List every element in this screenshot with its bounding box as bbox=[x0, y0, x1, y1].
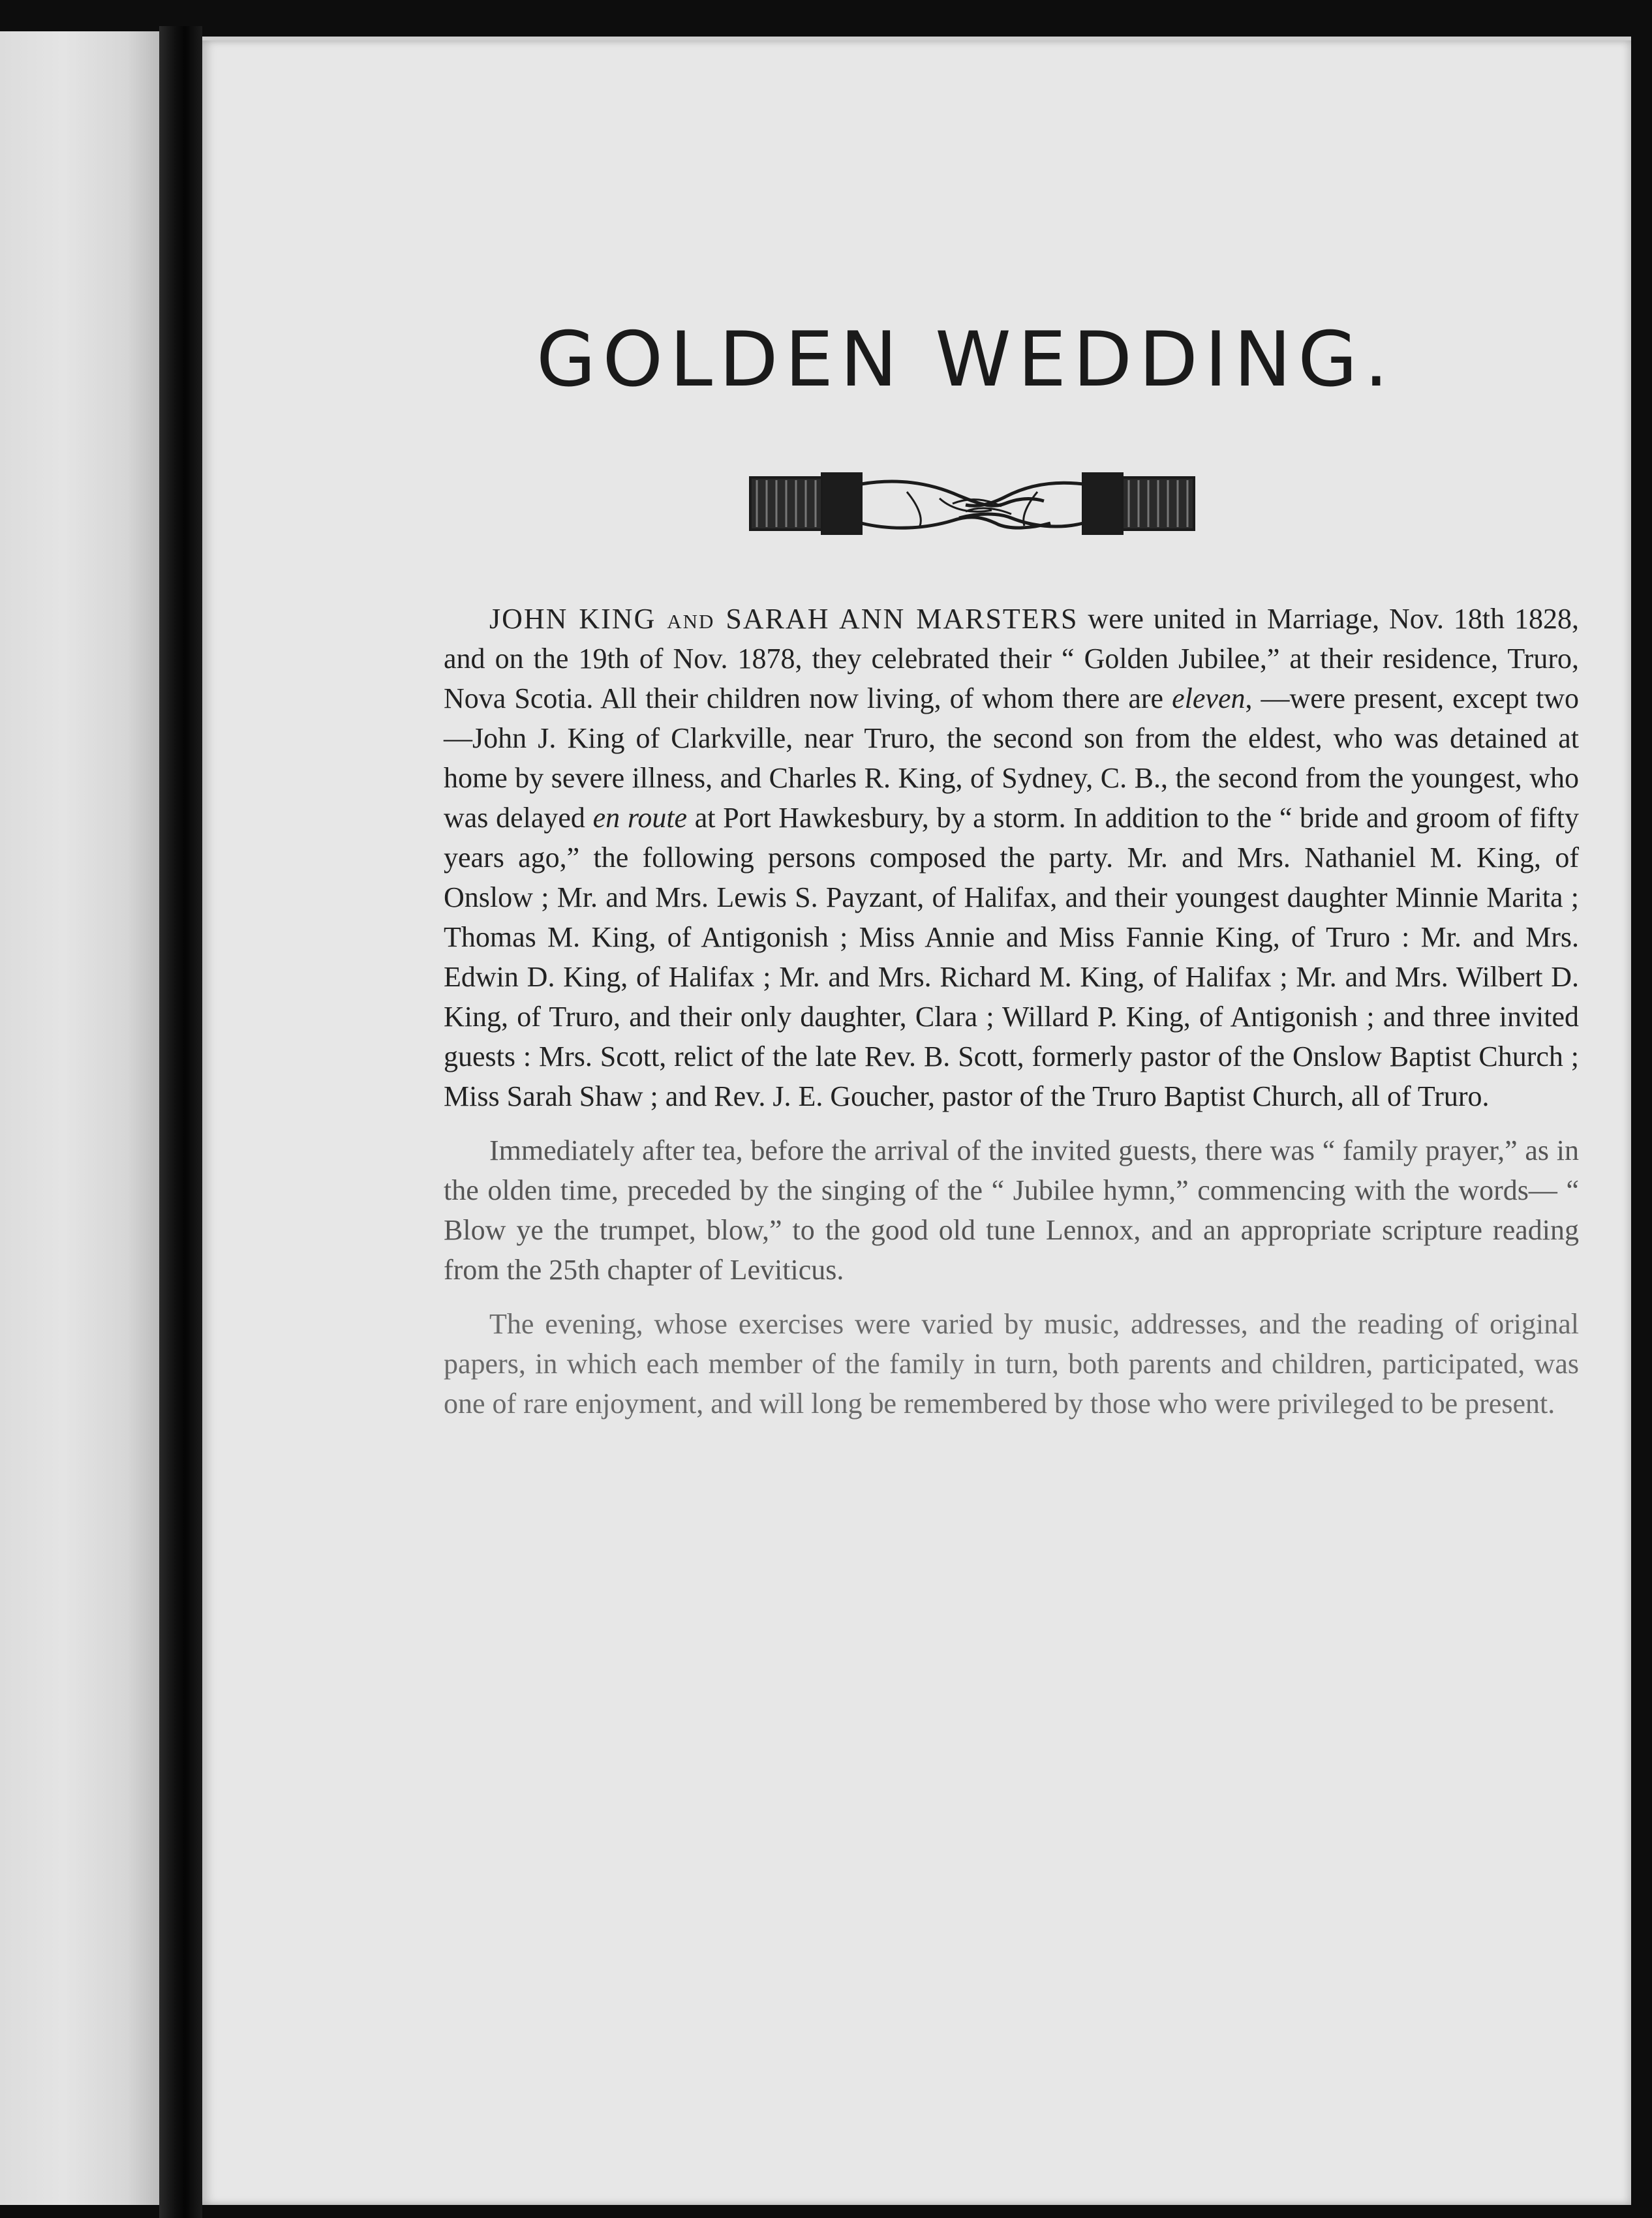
clasped-hands-icon bbox=[744, 458, 1201, 549]
article-body bbox=[444, 599, 1579, 1438]
paragraph-1-text-a: were united in Marriage, Nov. 18th 1828, and on the 19th of Nov. 1878, they celebrated their “ Golden Jubilee,” at their residence, Truro, Nova Scotia. All their children now living, of whom there are bbox=[444, 603, 1580, 714]
page-title: GOLDEN WEDDING. bbox=[536, 315, 1396, 404]
italic-eleven: eleven bbox=[1172, 682, 1246, 714]
right-page bbox=[202, 40, 1631, 2205]
paragraph-3: The evening, whose exercises were varied by music, addresses, and the reading of original papers, in which each member of the family in turn, both parents and children, participated, was one of rare enjoyment, and will long be remembered by those who were privileged to be present. bbox=[444, 1308, 1579, 1420]
italic-en-route: en route bbox=[592, 802, 688, 834]
left-page-blank bbox=[0, 31, 159, 2205]
book-gutter bbox=[159, 26, 202, 2218]
paragraph-1 bbox=[444, 599, 1579, 1116]
couple-names: JOHN KING and SARAH ANN MARSTERS bbox=[489, 603, 1078, 635]
paragraph-1-text-c: at Port Hawkesbury, by a storm. In addition to the “ bride and groom of fifty years ago,” the following persons composed the party. Mr. and Mrs. Nathaniel M. King, of Onslow ; Mr. and Mrs. Lewis S. Payzant, of Halifax, and their youngest daughter Minnie Marita ; Thomas M. King, of Antigonish ; Miss Annie and Miss Fannie King, of Truro : Mr. and Mrs. Edwin D. King, of Halifax ; Mr. and Mrs. Richard M. King, of Halifax ; Mr. and Mrs. Wilbert D. King, of Truro, and their only daughter, Clara ; Willard P. King, of Antigonish ; and three invited guests : Mrs. Scott, relict of the late Rev. B. Scott, formerly pastor of the Onslow Baptist Church ; Miss Sarah Shaw ; and Rev. J. E. Goucher, pastor of the Truro Baptist Church, all of Truro. bbox=[444, 802, 1579, 1112]
paragraph-1-text-b: , —were present, except two—John J. King of Clarkville, near Truro, the second son from the eldest, who was detained at home by severe illness, and Charles R. King, of Sydney, C. B., the second from the youngest, who was delayed bbox=[444, 682, 1580, 834]
paragraph-2: Immediately after tea, before the arrival of the invited guests, there was “ family prayer,” as in the olden time, preceded by the singing of the “ Jubilee hymn,” commencing with the words— “ Blow ye the trumpet, blow,” to the good old tune Lennox, and an appropriate scripture reading from the 25th chapter of Leviticus. bbox=[444, 1134, 1579, 1286]
